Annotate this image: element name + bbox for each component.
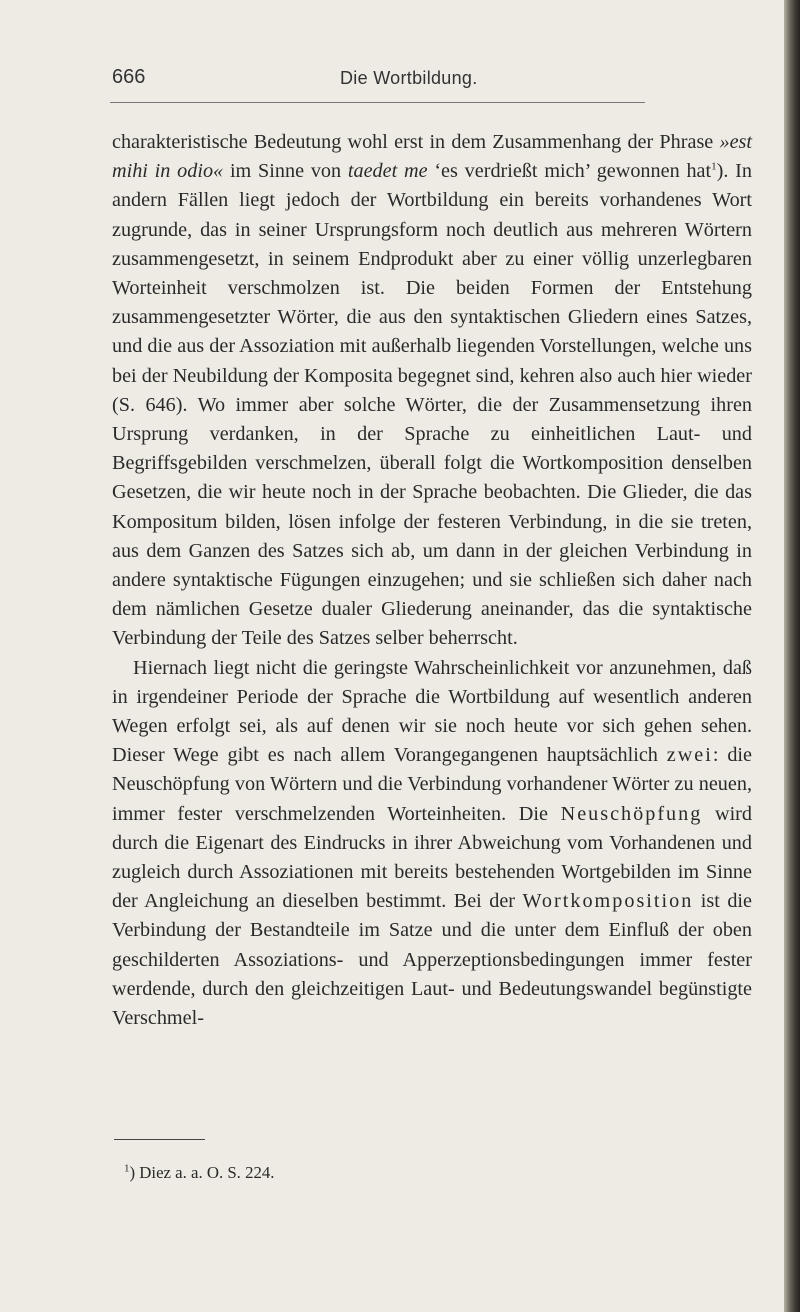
page-number: 666	[112, 66, 146, 88]
page-header	[112, 66, 752, 96]
footnote-rule	[114, 1139, 205, 1140]
footnote-marker: 1	[124, 1162, 130, 1175]
page-edge-shadow	[784, 0, 800, 1312]
latin-phrase: taedet me	[347, 160, 428, 183]
emphasis-zwei: zwei	[666, 744, 713, 767]
paragraph-2: Hiernach liegt nicht die geringste Wahrscheinlichkeit vor anzunehmen, daß in irgendeiner Periode der Sprache die Wortbildung auf wesentlich anderen Wegen erfolgt sei, als auf denen wir sie noch heute vor sich gehen sehen. Dieser Wege gibt es nach allem Vorangegangenen hauptsächlich zwei: die Neuschöpfung von Wörtern und die Verbindung vorhandener Wörter zu neuen, immer fester verschmelzenden Worteinheiten. Die Neuschöpfung wird durch die Eigenart des Eindrucks in ihrer Abweichung vom Vorhandenen und zugleich durch Assoziationen mit bereits bestehenden Wortgebilden im Sinne der Angleichung an dieselben bestimmt. Bei der Wortkomposition ist die Verbindung der Bestandteile im Satze und die unter dem Einfluß der oben geschilderten Assoziations- und Apperzeptionsbedingungen immer fester werdende, durch den gleichzeitigen Laut- und Bedeutungswandel begünstigte Verschmel-	[112, 656, 753, 1030]
emphasis-wortkomposition: Wortkomposition	[522, 890, 694, 913]
header-rule	[110, 102, 645, 103]
latin-quote: »est mihi in odio«	[112, 131, 752, 183]
emphasis-neuschoepfung: Neuschöpfung	[560, 802, 703, 825]
footnote	[124, 1162, 274, 1184]
paragraph-1: charakteristische Bedeutung wohl erst in dem Zusammenhang der Phrase »est mihi in odio« im Sinne von taedet me ‘es verdrießt mich’ gewonnen hat$^1$). In andern Fällen liegt jedoch der Wortbildung ein bereits vorhandenes Wort zugrunde, das in seiner Ursprungsform noch deutlich aus mehreren Wörtern zusammengesetzt, in seinem Endprodukt aber zu einer völlig unzerlegbaren Worteinheit verschmolzen ist. Die beiden Formen der Entstehung zusammengesetzter Wörter, die aus den syntaktischen Gliedern eines Satzes, und die aus der Assoziation mit außerhalb liegenden Vorstellungen, welche uns bei der Neubildung der Komposita begegnet sind, kehren also auch hier wieder (S. 646). Wo immer aber solche Wörter, die der Zusammensetzung ihren Ursprung verdanken, in der Sprache zu einheitlichen Laut- und Begriffsgebilden verschmelzen, überall folgt die Wortkomposition denselben Gesetzen, die wir heute noch in der Sprache beobachten. Die Glieder, die das Kompositum bilden, lösen infolge der festeren Verbindung, in die sie treten, aus dem Ganzen des Satzes sich ab, um dann in der gleichen Verbindung in andere syntaktische Fügungen einzugehen; und sie schließen sich daher nach dem nämlichen Gesetze dualer Gliederung aneinander, das die syntaktische Verbindung der Teile des Satzes selber beherrscht.	[112, 131, 752, 650]
body-text	[112, 128, 752, 1033]
running-title: Die Wortbildung.	[340, 68, 478, 88]
footnote-text: ) Diez a. a. O. S. 224.	[129, 1163, 275, 1182]
footnote-ref: 1	[711, 160, 717, 173]
